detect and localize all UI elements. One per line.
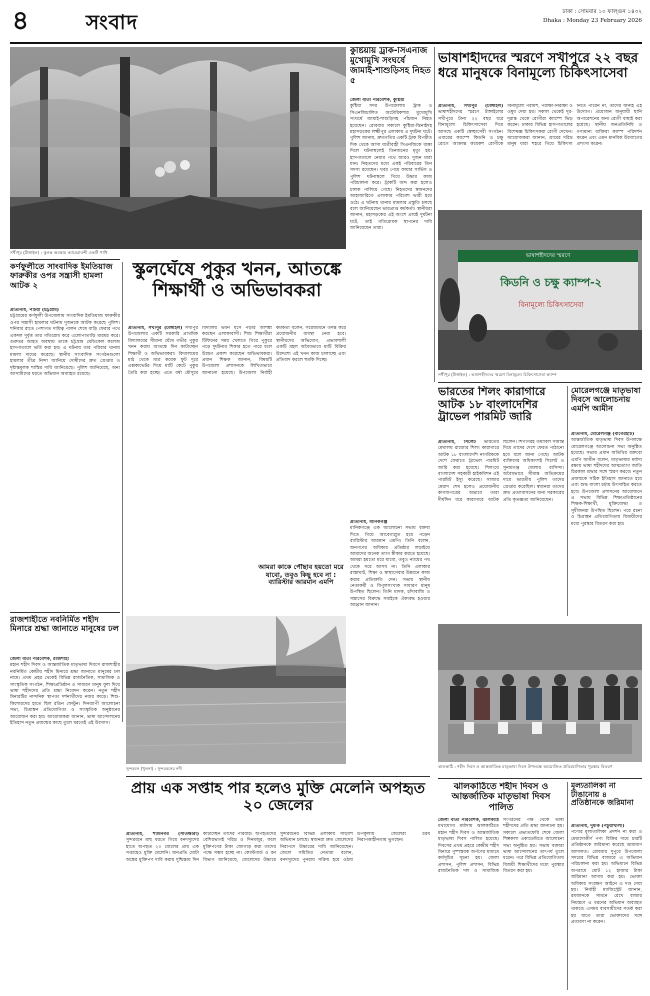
story-shillong-body [438,440,564,616]
body-fine: পণ্যের মূল্যতালিকা প্রদর্শন না করা ও মেয়াদোত্তীর্ণ পণ্য বিক্রির দায়ে চারটি প্রতিষ্ঠানকে জরিমানা করেছে ভ্রাম্যমাণ আদালত। রোববার দুপুরে উপজেলা সদরের বিভিন্ন বাজারে এ অভিযান পরিচালনা করা হয়। অভিযানে বিভিন্ন অপরাধে মোট ১২ হাজার টাকা জরিমানা আদায় করা হয়। ভোক্তা অধিকার সংরক্ষণ আইনে এ দণ্ড দেয়া হয়। নির্বাহী ম্যাজিস্ট্রেট জানান, রমজানকে সামনে রেখে বাজার নিয়ন্ত্রণে এ ধরনের অভিযান অব্যাহত থাকবে। এসময় ব্যবসায়ীদের সতর্ক করা হয় যাতে তারা ভোক্তাদের সঙ্গে প্রতারণা না করেন। [571,830,642,926]
divider-h-right-1 [438,382,642,383]
headline-jhalokathi: ঝালকাঠিতে শহীদ দিবস ও আন্তর্জাতিক মাতৃভাষা দিবস পালিত [451,782,551,813]
divider-v-2 [122,262,123,722]
photo-group-caption: ঝালকাঠি : শহীদ দিবস ও আন্তর্জাতিক মাতৃভাষা দিবস উপলক্ষে আয়োজিত প্রতিযোগিতার পুরস্কার বিতরণ [438,764,613,769]
masthead-logo [70,8,154,36]
headline-shillong: ভারতের শিলং কারাগারে আটক ১৮ বাংলাদেশির ট্রাভেল পারমিট জারি [438,386,546,424]
body-shillong: ভারতের মেঘালয় রাজ্যের শিলং কারাগারে আটক ১৮ বাংলাদেশি নাগরিককে দেশে ফেরাতে ট্রাভেল পারমিট জারি করা হয়েছে। শিলংয়ে বাংলাদেশ সহকারী হাইকমিশন এই পারমিট ইস্যু করেছে। সাজার মেয়াদ শেষ হলেও প্রয়োজনীয় কাগজপত্রের অভাবে তারা দীর্ঘদিন ধরে কারাগারে আটক ছিলেন। শিগগিরই তমাবিল সীমান্ত দিয়ে তাদের দেশে ফেরত পাঠানো হবে বলে জানা গেছে। আটক ব্যক্তিদের অধিকাংশই সিলেট ও সুনামগঞ্জ জেলার বাসিন্দা। অবৈধভাবে সীমান্ত অতিক্রমের দায়ে ভারতীয় পুলিশ তাদের গ্রেপ্তার করেছিল। স্বজনরা তাদের দ্রুত প্রত্যাবাসনের জন্য সরকারের প্রতি কৃতজ্ঞতা জানিয়েছেন। [438,440,564,503]
photo-camp [438,210,642,370]
headline-fishermen: প্রায় এক সপ্তাহ পার হলেও মুক্তি মেলেনি অপহৃত ২০ জেলের [131,780,425,815]
byline-shillong: প্রতিনিধি, সিলেট [438,440,476,445]
body-journalist: চট্টগ্রামের কর্ণফুলী উপজেলায় সাংবাদিক ইমতিয়াজ ফারুকীর ওপর সন্ত্রাসী হামলার ঘটনায় দুজনকে আটক করেছে পুলিশ। শনিবার রাতে পেশাগত দায়িত্ব পালন শেষে বাড়ি ফেরার পথে একদল দুর্বৃত্ত তার গতিরোধ করে এলোপাতাড়ি মারধর করে। গুরুতর আহত অবস্থায় তাকে চট্টগ্রাম মেডিকেল কলেজ হাসপাতালে ভর্তি করা হয়। এ ঘটনায় তার পরিবার থানায় মামলা দায়ের করেছে। স্থানীয় সাংবাদিক সংগঠনগুলো হামলার তীব্র নিন্দা জানিয়ে দোষীদের দ্রুত গ্রেপ্তার ও দৃষ্টান্তমূলক শাস্তির দাবি জানিয়েছে। পুলিশ জানিয়েছে, অন্য আসামিদের ধরতে অভিযান অব্যাহত রয়েছে। [10,314,120,378]
story-death-body [350,520,430,722]
byline-death: প্রতিনিধি, মানিকগঞ্জ [350,520,388,525]
headline-shahid-minar: রাজশাহীতে নবনির্মিত শহীদ মিনারে শ্রদ্ধা জানাতে মানুষের ঢল [10,615,119,634]
divider-h-center-1 [126,776,430,777]
headline-pond: স্কুলঘেঁষে পুকুর খনন, আতঙ্কে শিক্ষার্থী ও অভিভাবকরা [132,260,342,301]
headline-eye-camp: ভাষাশহীদদের স্মরণে সখীপুরে ২২ বছর ধরে মানুষকে বিনামূল্যে চিকিৎসাসেবা [438,52,639,81]
masthead [0,0,650,42]
photo-group [438,624,642,762]
byline-kushtia: জেলা বার্তা পরিবেশক, কুষ্টিয়া [350,98,405,103]
divider-v-4 [567,782,568,990]
headline-death: আমরা কাকে পৌঁছাব হয়তো মরে যাবো, তবুও কিছু হবে না : ব্যারিস্টার আরমান এমপি [258,564,344,587]
photo-top [10,47,346,249]
headline-journalist: কর্ণফুলীতে সাংবাদিক ইমতিয়াজ ফারুকীর ওপর সন্ত্রাসী হামলা আটক ২ [10,262,113,290]
byline-shahid-minar: জেলা বার্তা পরিবেশক, রাজশাহী [10,657,69,662]
story-shahid-minar-body [10,657,120,989]
body-eye-camp: ভাষাশহীদদের স্মরণে টাঙ্গাইলের সখীপুরে টানা ২২ বছর ধরে বিনামূল্যে চিকিৎসাসেবা দিয়ে আসছে একটি স্বেচ্ছাসেবী সংগঠন। এবারের ক্যাম্পে কিডনি ও চক্ষু রোগে আক্রান্ত কয়েকশ রোগীকে বিনামূল্যে পরামর্শ, পরীক্ষা-নিরীক্ষা ও ওষুধ দেয়া হয়। সকাল থেকেই দূর-দূরান্ত থেকে রোগীরা ক্যাম্পে ভিড় করেন। ঢাকার বিভিন্ন হাসপাতালের বিশেষজ্ঞ চিকিৎসকরা রোগী দেখেন। আয়োজকরা জানান, গ্রামের দরিদ্র মানুষ যারা শহরে গিয়ে চিকিৎসা নিতে পারেন না, তাদের জন্যই এই উদ্যোগ। প্রয়োজন অনুযায়ী ছানি অপারেশনের জন্য রোগী বাছাই করা হয়েছে। স্থানীয় জনপ্রতিনিধি ও গণ্যমান্য ব্যক্তিরা ক্যাম্প পরিদর্শন করেন এবং এমন মানবিক উদ্যোগের প্রশংসা করেন। [438,104,642,148]
photo-river-caption: সুন্দরবন (খুলনা) : সুন্দরবনের নদী [126,766,182,771]
story-kushtia-body [350,98,432,356]
photo-river [126,616,346,764]
divider-h-right-2 [438,778,642,779]
camp-banner-main: কিডনি ও চক্ষু ক্যাম্প-২ [500,276,602,289]
byline-jhalokathi: জেলা বার্তা পরিবেশক, ঝালকাঠি [438,818,499,823]
byline-fine: প্রতিনিধি, দুমকি (পটুয়াখালী) [571,824,625,829]
divider-v-3 [567,386,568,616]
date-english: Dhaka : Monday 23 February 2026 [543,18,642,24]
headline-fine: মূল্যতালিকা না টাঙানোয় ৪ প্রতিষ্ঠানকে জরিমানা [571,782,634,808]
byline-eye-camp: প্রতিনিধি, সখীপুর (টাঙ্গাইল) [438,104,504,109]
divider-h-left-2 [10,612,120,613]
date-bangla: ঢাকা : সোমবার ১০ ফাল্গুন ১৪৩২ [562,9,642,15]
story-jhalokathi-body [438,818,564,990]
byline-pond: প্রতিনিধি, সখীপুর (টাঙ্গাইল) [128,326,183,331]
photo-camp-caption: সখীপুর (টাঙ্গাইল) : ভাষাশহীদদের স্মরণে বিনামূল্যে চিকিৎসাসেবা ক্যাম্প [438,372,557,377]
body-death: মানিকগঞ্জে এক আলোচনা সভায় বক্তব্য দিতে গিয়ে আবেগাপ্লুত হয়ে পড়েন ব্যারিস্টার আরমান এমপি। তিনি বলেন, জনগণের অধিকার প্রতিষ্ঠার লড়াইয়ে আমাদের অনেক ত্যাগ স্বীকার করতে হয়েছে। আমরা হয়তো মরে যাবো, তবুও ন্যায়ের পথ থেকে সরে আসব না। তিনি এলাকার রাস্তাঘাট, শিক্ষা ও স্বাস্থ্যসেবার উন্নয়নে কাজ করার প্রতিশ্রুতি দেন। সভায় স্থানীয় নেতাকর্মী ও বিপুলসংখ্যক সাধারণ মানুষ উপস্থিত ছিলেন। তিনি মাদক, চাঁদাবাজি ও সন্ত্রাসের বিরুদ্ধে সবাইকে ঐক্যবদ্ধ হওয়ার আহ্বান জানান। [350,526,430,609]
story-fine-body [571,824,642,990]
photo-top-caption: সখীপুর (টাঙ্গাইল) : ঝুলন্ত অবস্থায় ক্যামেরাবন্দী একটি পাখি [10,250,108,255]
byline-language-day: প্রতিনিধি, মোরেলগঞ্জ (বাগেরহাট) [571,432,635,437]
masthead-rule [10,42,642,44]
story-language-day-body [571,432,642,616]
camp-banner-sub: বিনামূল্যে চিকিৎসাসেবা [518,301,584,309]
body-jhalokathi: যথাযোগ্য মর্যাদায় ঝালকাঠিতে মহান শহীদ দিবস ও আন্তর্জাতিক মাতৃভাষা দিবস পালিত হয়েছে। দিবসের প্রথম প্রহরে কেন্দ্রীয় শহীদ মিনারে পুষ্পস্তবক অর্পণের মাধ্যমে কর্মসূচির সূচনা হয়। জেলা প্রশাসন, পুলিশ প্রশাসন, বিভিন্ন রাজনৈতিক দল ও সামাজিক সংগঠনের পক্ষ থেকে ভাষা শহীদদের প্রতি শ্রদ্ধা জানানো হয়। সকালে প্রভাতফেরি শেষে জেলা শিল্পকলা একাডেমিতে আলোচনা সভা অনুষ্ঠিত হয়। সভায় বক্তারা ভাষা আন্দোলনের তাৎপর্য তুলে ধরেন। পরে বিভিন্ন প্রতিযোগিতায় বিজয়ী শিক্ষার্থীদের মধ্যে পুরস্কার বিতরণ করা হয়। [438,818,564,875]
byline-fishermen: প্রতিনিধি, শ্যামনগর (সাতক্ষীরা) [126,832,199,837]
body-fishermen: সুন্দরবনে মাছ ধরতে গিয়ে বনদস্যুদের হাতে অপহৃত ২০ জেলের প্রায় এক সপ্তাহেও মুক্তি মেলেনি। জনপ্রতি মোটা অঙ্কের মুক্তিপণ দাবি করায় দুশ্চিন্তায় দিন কাটাচ্ছেন তাদের পরিবার। অপহৃতদের বেশিরভাগই দরিদ্র ও দিনমজুর, ফলে মুক্তিপণের টাকা জোগাড় করা তাদের পক্ষে সম্ভব হচ্ছে না। কোস্টগার্ড ও বন বিভাগ জানিয়েছে, জেলেদের উদ্ধারে সুন্দরবনের বিভিন্ন এলাকায় সাঁড়াশি অভিযান চলছে। স্বজনরা দ্রুত জেলেদের নিরাপদে উদ্ধারের দাবি জানিয়েছেন। জেলে সমিতির নেতারা বলেন, বনদস্যুদের পুনরায় সক্রিয় হয়ে ওঠায় উপকূলীয় জেলেরা চরম নিরাপত্তাহীনতায় ভুগছেন। [126,832,430,863]
story-pond-body [128,326,346,562]
body-shahid-minar: মহান শহীদ দিবস ও আন্তর্জাতিক মাতৃভাষা দিবসে রাজশাহীর নবনির্মিত কেন্দ্রীয় শহীদ মিনারে শ্রদ্ধা জানাতে মানুষের ঢল নামে। প্রথম প্রহর থেকেই বিভিন্ন রাজনৈতিক, সামাজিক ও সাংস্কৃতিক সংগঠন, শিক্ষাপ্রতিষ্ঠান ও সাধারণ মানুষ ফুল দিয়ে ভাষা শহীদদের প্রতি শ্রদ্ধা নিবেদন করেন। নতুন শহীদ মিনারটির নান্দনিক স্থাপত্য দর্শনার্থীদের নজর কাড়ে। শিশু-কিশোরদের হাতে ছিল রঙিন ফেস্টুন। দিনব্যাপী আলোচনা সভা, চিত্রাঙ্কন প্রতিযোগিতা ও সাংস্কৃতিক অনুষ্ঠানের আয়োজন করা হয়। আয়োজকরা জানান, ভাষা আন্দোলনের ইতিহাস নতুন প্রজন্মের কাছে তুলে ধরতেই এই উদ্যোগ। [10,663,120,727]
body-pond: সখীপুর উপজেলার একটি সরকারি প্রাথমিক বিদ্যালয়ের সীমানা ঘেঁষে গভীর পুকুর খনন করায় আতঙ্কে দিন কাটাচ্ছেন শিক্ষার্থী ও অভিভাবকরা। বিদ্যালয়ের মাঠ থেকে মাত্র কয়েক ফুট দূরে এক্সকাভেটর দিয়ে মাটি কেটে পুকুর তৈরি করা হচ্ছে। এতে বর্ষা মৌসুমে বিদ্যালয় ভবন ধসে পড়ার আশঙ্কা করছেন এলাকাবাসী। শিশু শিক্ষার্থীরা টিফিনের সময় খেলতে গিয়ে পুকুরে পড়ে দুর্ঘটনার শিকার হতে পারে বলে উদ্বেগ প্রকাশ করেছেন অভিভাবকরা। প্রধান শিক্ষক জানান, বিষয়টি উপজেলা প্রশাসনকে লিখিতভাবে জানানো হয়েছে। উপজেলা নির্বাহী কর্মকর্তা বলেন, সরেজমিনে তদন্ত করে প্রয়োজনীয় ব্যবস্থা নেয়া হবে। স্থানীয়দের অভিযোগ, প্রভাবশালী একটি মহল অবৈধভাবে মাটি বিক্রির উদ্দেশ্যে এই খনন কাজ চালাচ্ছে এবং প্রতিবাদ করলে হুমকি দিচ্ছে। [128,326,346,376]
story-journalist-body [10,308,120,612]
story-eye-camp-body [438,104,642,206]
headline-language-day: মোরেলগঞ্জে মাতৃভাষা দিবসে আলোচনায় এমপি আমীন [571,386,641,414]
body-kushtia: কুষ্টিয়া সদর উপজেলায় ট্রাক ও সিএনজিচালিত অটোরিকশার মুখোমুখি সংঘর্ষে জামাই-শাশুড়িসহ পাঁচজন নিহত হয়েছেন। রোববার সকালে কুষ্টিয়া-ঝিনাইদহ মহাসড়কের লক্ষ্মীপুর এলাকায় এ দুর্ঘটনা ঘটে। পুলিশ জানায়, দ্রুতগতির একটি ট্রাক বিপরীত দিক থেকে আসা যাত্রীবাহী সিএনজিকে ধাক্কা দিলে ঘটনাস্থলেই তিনজনের মৃত্যু হয়। হাসপাতালে নেয়ার পথে আরও দুজন মারা যান। নিহতদের মধ্যে একই পরিবারের তিন সদস্য রয়েছেন। খবর পেয়ে ফায়ার সার্ভিস ও পুলিশ ঘটনাস্থলে গিয়ে উদ্ধার কাজ পরিচালনা করে। ট্রাকটি জব্দ করা হলেও চালক পালিয়ে গেছে। নিহতদের স্বজনদের আহাজারিতে এলাকার পরিবেশ ভারী হয়ে ওঠে। এ ঘটনায় থানায় মামলার প্রস্তুতি চলছে বলে জানিয়েছেন ভারপ্রাপ্ত কর্মকর্তা। স্থানীয়রা জানান, মহাসড়কের এই অংশে প্রায়ই দুর্ঘটনা ঘটে, তাই গতিরোধক স্থাপনের দাবি জানিয়েছেন তারা। [350,104,432,232]
divider-v-1 [434,47,435,382]
logo-text: সংবাদ [85,10,139,34]
camp-banner-top: ভাষাশহীদদের স্মরণে [525,253,571,259]
headline-kushtia: কুষ্টিয়ায় ট্রাক-সিএনজি মুখোমুখি সংঘর্ষে জামাই-শাশুড়িসহ নিহত ৫ [350,47,431,86]
page-number: ৪ [12,6,29,36]
body-language-day: আন্তর্জাতিক মাতৃভাষা দিবস উপলক্ষে মোরেলগঞ্জে আলোচনা সভা অনুষ্ঠিত হয়েছে। সভায় প্রধান অতিথির বক্তব্যে এমপি আমীন বলেন, মাতৃভাষার মর্যাদা রক্ষায় ভাষা শহীদদের আত্মত্যাগ জাতি চিরকাল শ্রদ্ধার সঙ্গে স্মরণ করবে। নতুন প্রজন্মকে সঠিক ইতিহাস জানাতে হবে এবং শুদ্ধ বাংলা চর্চায় উৎসাহিত করতে হবে। উপজেলা প্রশাসনের আয়োজনে এ সভায় বিভিন্ন শিক্ষাপ্রতিষ্ঠানের শিক্ষক-শিক্ষার্থী, মুক্তিযোদ্ধা ও সুধীজনরা উপস্থিত ছিলেন। পরে রচনা ও চিত্রাঙ্কন প্রতিযোগিতায় বিজয়ীদের মধ্যে পুরস্কার বিতরণ করা হয়। [571,438,642,527]
story-fishermen-body [126,832,430,990]
divider-h-left-1 [10,259,120,260]
byline-journalist: প্রতিনিধি, পটিয়া (চট্টগ্রাম) [10,308,59,313]
